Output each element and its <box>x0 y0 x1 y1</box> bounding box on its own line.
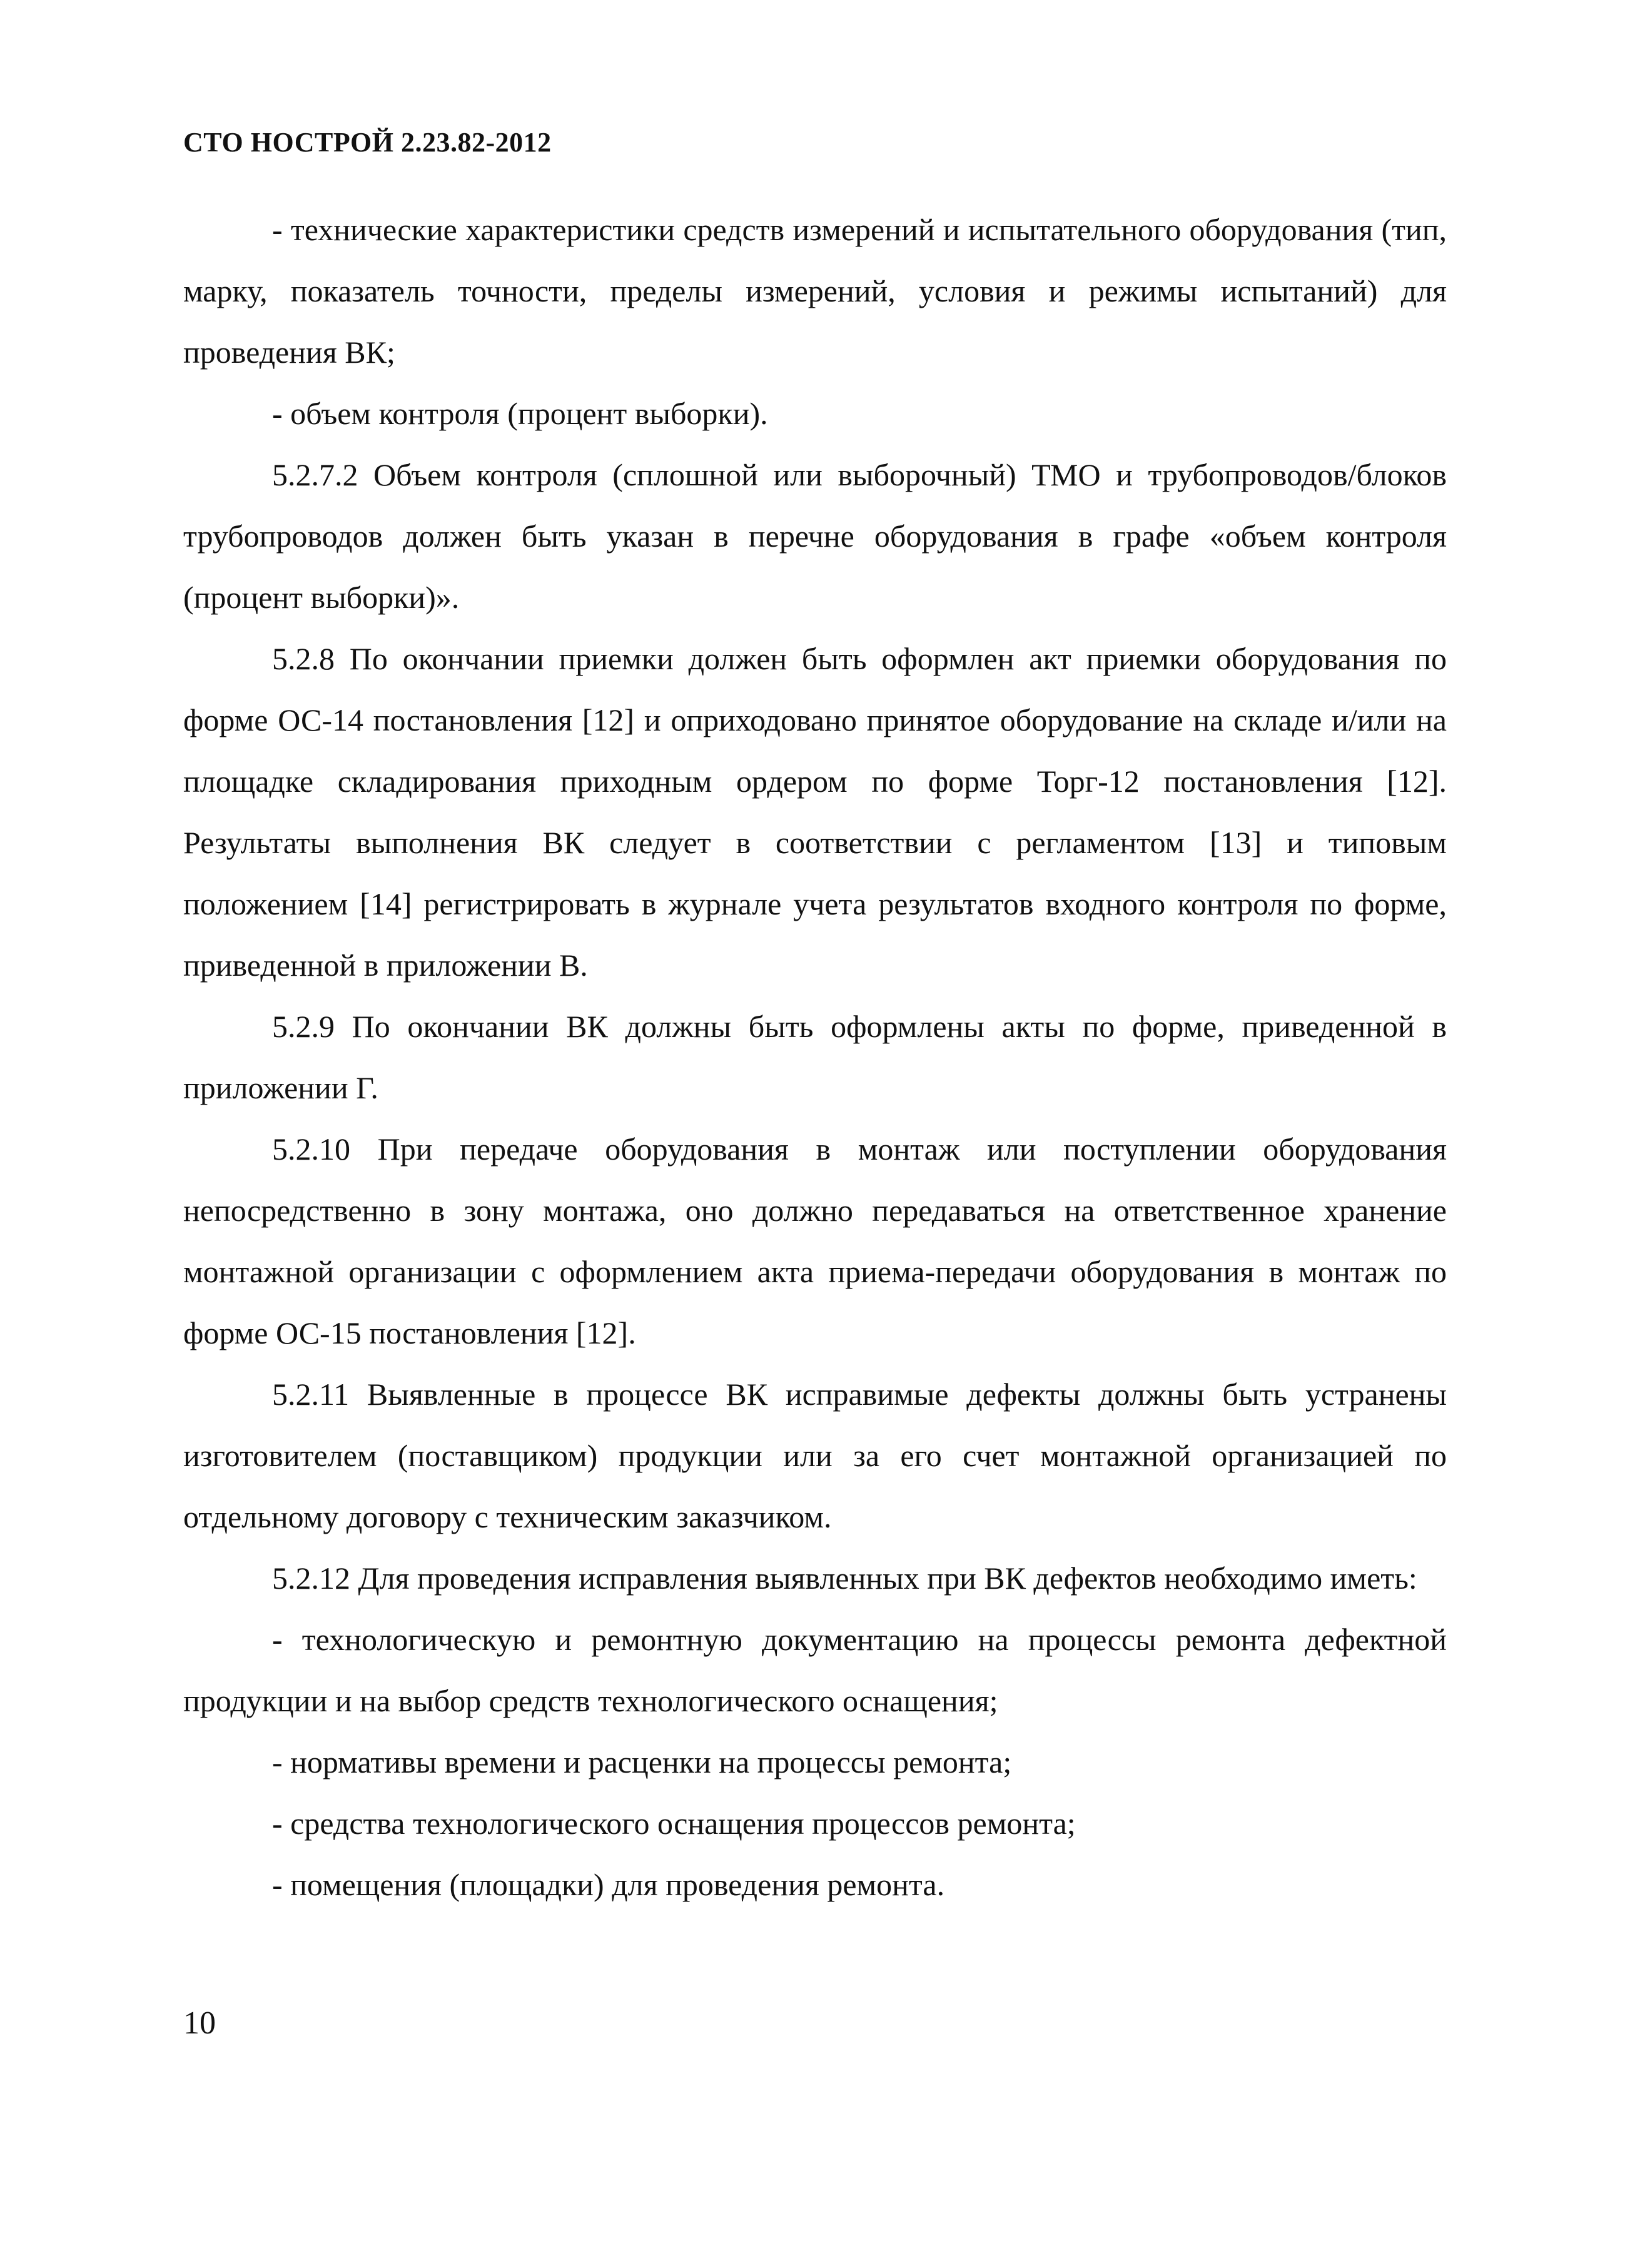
document-header: СТО НОСТРОЙ 2.23.82-2012 <box>183 127 552 158</box>
paragraph-tech-characteristics: - технические характеристики средств измерений и испытательного оборудования (тип, марку, показатель точности, пределы измерений, условия и режимы испытаний) для проведения ВК; <box>183 212 1447 370</box>
list-item-equipment: - средства технологического оснащения процессов ремонта; <box>272 1806 1076 1841</box>
paragraph-5-2-7-2: 5.2.7.2 Объем контроля (сплошной или выборочный) ТМО и трубопроводов/блоков трубопроводов должен быть указан в перечне оборудования в графе «объем контроля (процент выборки)». <box>183 457 1447 615</box>
paragraph-5-2-10: 5.2.10 При передаче оборудования в монтаж или поступлении оборудования непосредственно в зону монтажа, оно должно передаваться на ответственное хранение монтажной организации с оформлением акта приема-передачи оборудования в монтаж по форме ОС-15 постановления [12]. <box>183 1131 1447 1350</box>
paragraph-5-2-11: 5.2.11 Выявленные в процессе ВК исправимые дефекты должны быть устранены изготовителем (поставщиком) продукции или за его счет монтажной организацией по отдельному договору с техническим заказчиком. <box>183 1377 1447 1534</box>
paragraph-5-2-12: 5.2.12 Для проведения исправления выявленных при ВК дефектов необходимо иметь: <box>272 1561 1417 1596</box>
list-item-documentation: - технологическую и ремонтную документацию на процессы ремонта дефектной продукции и на выбор средств технологического оснащения; <box>183 1622 1447 1718</box>
paragraph-control-volume: - объем контроля (процент выборки). <box>272 396 768 431</box>
list-item-premises: - помещения (площадки) для проведения ремонта. <box>272 1867 945 1902</box>
list-item-time-norms: - нормативы времени и расценки на процессы ремонта; <box>272 1744 1012 1779</box>
document-body <box>183 199 1447 1915</box>
paragraph-5-2-8: 5.2.8 По окончании приемки должен быть оформлен акт приемки оборудования по форме ОС-14 постановления [12] и оприходовано принятое оборудование на складе и/или на площадке складирования приходным ордером по форме Торг-12 постановления [12]. Результаты выполнения ВК следует в соответствии с регламентом [13] и типовым положением [14] регистрировать в журнале учета результатов входного контроля по форме, приведенной в приложении В. <box>183 641 1447 983</box>
page-number: 10 <box>183 2005 216 2041</box>
paragraph-5-2-9: 5.2.9 По окончании ВК должны быть оформлены акты по форме, приведенной в приложении Г. <box>183 1009 1447 1105</box>
